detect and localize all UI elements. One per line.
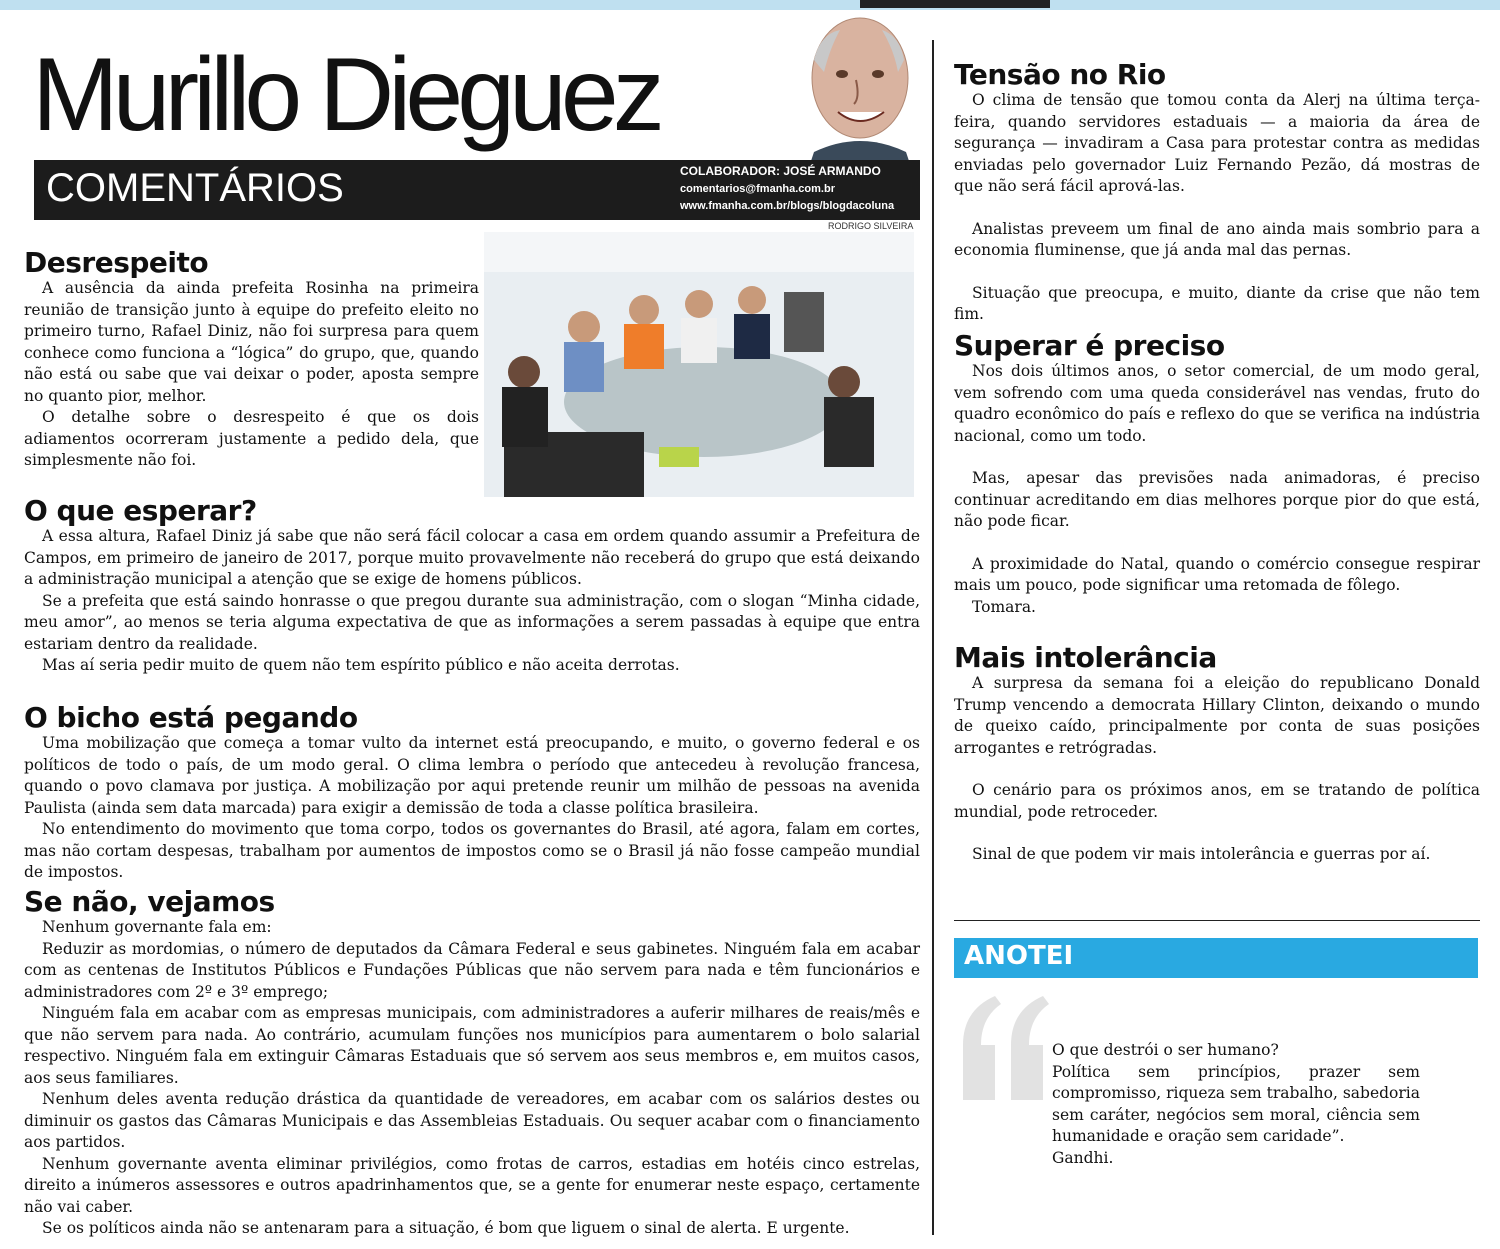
quote-body: Política sem princípios, prazer sem compromisso, riqueza sem trabalho, sabedoria sem caráter, negócios sem moral, ciência sem humanidade e oração sem caridade”. xyxy=(1052,1062,1420,1145)
article-paragraph: Nos dois últimos anos, o setor comercial, de um modo geral, vem sofrendo com uma queda considerável nas vendas, fruto do quadro econômico do país e reflexo do que se verifica na indústria nacional, como um todo. xyxy=(954,362,1480,445)
article-paragraph: O clima de tensão que tomou conta da Alerj na última terça-feira, quando servidores estaduais — a maioria da área de segurança — invadiram a Casa para protestar contra as medidas enviadas pelo governador Luiz Fernando Pezão, dá mostras de que não será fácil aprová-las. xyxy=(954,91,1480,195)
article-paragraph: Analistas preveem um final de ano ainda mais sombrio para a economia fluminense, que já anda mal das pernas. xyxy=(954,219,1480,259)
anotei-quote xyxy=(1052,1040,1420,1169)
blog-url[interactable]: www.fmanha.com.br/blogs/blogdacoluna xyxy=(680,200,895,212)
article-paragraph: A surpresa da semana foi a eleição do republicano Donald Trump vencendo a democrata Hillary Clinton, deixando o mundo de queixo caído, principalmente por conta de suas posições arrogantes e retrógradas. xyxy=(954,674,1480,757)
article-title: O bicho está pegando xyxy=(24,701,358,734)
article-paragraph: Nenhum governante aventa eliminar privilégios, como frotas de carros, estadias em hotéis cinco estrelas, direito a inúmeros assessores e outros apadrinhamentos que, se a gente for enumerar neste espaço, certamente não vai caber. xyxy=(24,1154,920,1216)
article-se-nao-vejamos xyxy=(24,887,920,1240)
section-title: COMENTÁRIOS xyxy=(46,166,344,210)
anotei-divider xyxy=(954,920,1480,921)
column-author-title: Murillo Dieguez xyxy=(32,37,659,153)
article-paragraph: No entendimento do movimento que toma corpo, todos os governantes do Brasil, até agora, falam em cortes, mas não cortam despesas, trabalham por aumentos de impostos como se o Brasil já não fosse campeão mundial de impostos. xyxy=(24,820,920,881)
collaborator-info xyxy=(680,164,894,212)
article-tensao-no-rio xyxy=(954,60,1480,326)
quote-mark-icon xyxy=(955,990,1055,1110)
article-o-bicho-esta-pegando xyxy=(24,703,920,884)
article-o-que-esperar xyxy=(24,496,920,677)
article-title: Mais intolerância xyxy=(954,641,1217,674)
article-title: Desrespeito xyxy=(24,246,209,279)
anotei-label: ANOTEI xyxy=(964,941,1074,971)
article-desrespeito xyxy=(24,248,479,472)
quote-question: O que destrói o ser humano? xyxy=(1052,1041,1279,1059)
top-color-bar xyxy=(0,0,1500,10)
column-divider xyxy=(932,40,934,1235)
article-mais-intolerancia xyxy=(954,643,1480,866)
article-paragraph: Nenhum governante fala em: xyxy=(42,918,272,936)
article-paragraph: Nenhum deles aventa redução drástica da quantidade de vereadores, em acabar com os salários destes ou diminuir os gastos das Câmaras Municipais e das Assembleias Estaduais. Ou sequer acabar com o financiamento aos partidos. xyxy=(24,1090,920,1151)
article-paragraph: Sinal de que podem vir mais intolerância e guerras por aí. xyxy=(972,845,1431,863)
article-paragraph: Uma mobilização que começa a tomar vulto da internet está preocupando, e muito, o governo federal e os políticos de todo o país, de um modo geral. O clima lembra o período que antecedeu à revolução francesa, quando o povo clamava por justiça. A mobilização por aqui pretende reunir um milhão de pessoas na avenida Paulista (ainda sem data marcada) para exigir a demissão de toda a classe política brasileira. xyxy=(24,734,920,817)
article-title: O que esperar? xyxy=(24,494,257,527)
article-paragraph: A essa altura, Rafael Diniz já sabe que não será fácil colocar a casa em ordem quando assumir a Prefeitura de Campos, em primeiro de janeiro de 2017, porque muito provavelmente não receberá do grupo que está deixando a administração municipal a atenção que se exige de homens públicos. xyxy=(24,527,920,588)
anotei-header xyxy=(954,938,1478,978)
collaborator-name: COLABORADOR: JOSÉ ARMANDO xyxy=(680,164,881,178)
photo-credit: RODRIGO SILVEIRA xyxy=(828,221,914,231)
article-paragraph: Se a prefeita que está saindo honrasse o que pregou durante sua administração, com o slogan “Minha cidade, meu amor”, ao menos se teria alguma expectativa de que as informações a serem passadas à equipe que entra estariam dentro da realidade. xyxy=(24,591,920,653)
article-title: Tensão no Rio xyxy=(954,58,1166,91)
article-paragraph: Situação que preocupa, e muito, diante da crise que não tem fim. xyxy=(954,283,1480,323)
article-paragraph: Ninguém fala em acabar com as empresas municipais, com administradores a auferir milhares de reais/mês e que não servem para nada. Ao contrário, acumulam funções nos municípios para aumentarem o bolo salarial respectivo. Ninguém fala em extinguir Câmaras Estaduais que só servem aos seus membros e, em muitos casos, aos seus familiares. xyxy=(24,1004,920,1087)
article-paragraph: Mas aí seria pedir muito de quem não tem espírito público e não aceita derrotas. xyxy=(42,656,680,674)
article-title: Superar é preciso xyxy=(954,329,1225,362)
article-paragraph: O detalhe sobre o desrespeito é que os dois adiamentos ocorreram justamente a pedido dela, que simplesmente não foi. xyxy=(24,408,479,469)
article-paragraph: O cenário para os próximos anos, em se tratando de política mundial, pode retroceder. xyxy=(954,781,1480,821)
quote-attribution: Gandhi. xyxy=(1052,1148,1114,1167)
article-paragraph: Tomara. xyxy=(972,597,1036,616)
article-superar-e-preciso xyxy=(954,331,1480,618)
article-paragraph: Reduzir as mordomias, o número de deputados da Câmara Federal e seus gabinetes. Ninguém fala em acabar com as centenas de Institutos Públicos e Fundações Públicas que não servem para nada e têm funcionários e administradores com 2º e 3º emprego; xyxy=(24,939,920,1001)
contact-email[interactable]: comentarios@fmanha.com.br xyxy=(680,183,835,195)
article-paragraph: Se os políticos ainda não se antenaram para a situação, é bom que liguem o sinal de alerta. E urgente. xyxy=(42,1219,850,1237)
article-paragraph: A ausência da ainda prefeita Rosinha na primeira reunião de transição junto à equipe do prefeito eleito no primeiro turno, Rafael Diniz, não foi surpresa para quem conhece como funciona a “lógica” do grupo, que, quando não está ou sabe que vai deixar o poder, aposta sempre no quanto pior, melhor. xyxy=(24,279,479,405)
article-paragraph: Mas, apesar das previsões nada animadoras, é preciso continuar acreditando em dias melhores porque pior do que está, não pode ficar. xyxy=(954,469,1480,530)
article-paragraph: A proximidade do Natal, quando o comércio consegue respirar mais um pouco, pode significar uma retomada de fôlego. xyxy=(954,554,1480,594)
article-title: Se não, vejamos xyxy=(24,885,275,918)
author-portrait xyxy=(800,12,916,164)
section-banner xyxy=(34,160,920,220)
meeting-photo xyxy=(484,232,914,497)
top-photo-strip xyxy=(860,0,1050,8)
